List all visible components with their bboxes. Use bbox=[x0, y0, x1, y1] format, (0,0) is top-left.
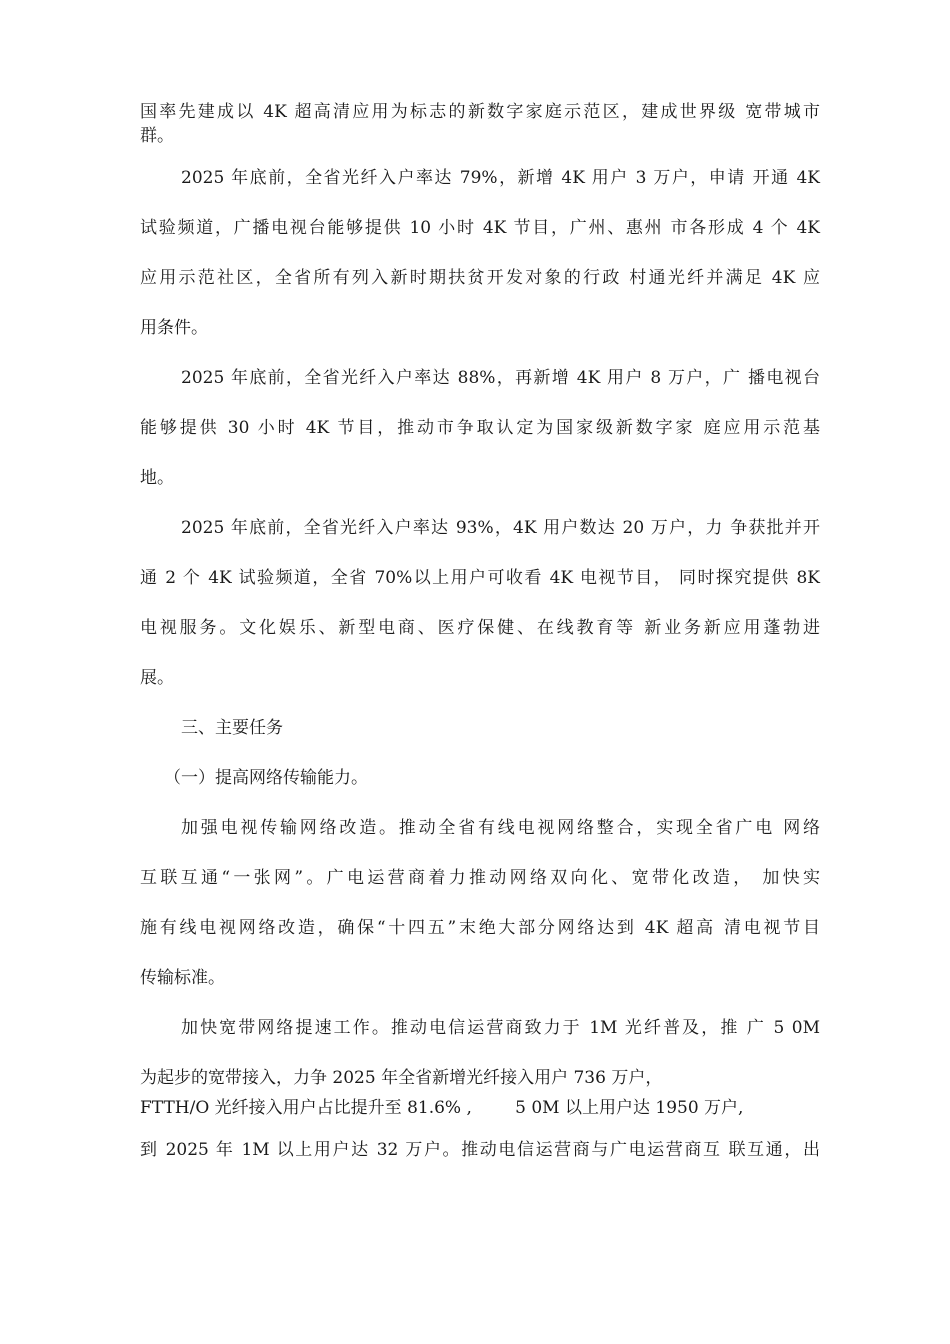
text-line: 地。 bbox=[140, 468, 174, 488]
text-line: 用条件。 bbox=[140, 318, 208, 338]
text-line: 到 2025 年 1M 以上用户达 32 万户。推动电信运营商与广电运营商互 联互通，出 bbox=[140, 1140, 820, 1160]
text-line: 通 2 个 4K 试验频道，全省 70%以上用户可收看 4K 电视节目， 同时探究提供 8K bbox=[140, 568, 820, 588]
text-line: 2025 年底前，全省光纤入户率达 88%，再新增 4K 用户 8 万户，广 播电视台 bbox=[181, 368, 820, 388]
text-line: 电视服务。文化娱乐、新型电商、医疗保健、在线教育等 新业务新应用蓬勃进 bbox=[140, 618, 820, 638]
text-line: 加快宽带网络提速工作。推动电信运营商致力于 1M 光纤普及，推 广 5 0M bbox=[181, 1018, 820, 1038]
section-heading: 三、主要任务 bbox=[181, 718, 283, 738]
text-line: 2025 年底前，全省光纤入户率达 79%，新增 4K 用户 3 万户，申请 开通 4K bbox=[181, 168, 820, 188]
text-line: 展。 bbox=[140, 668, 174, 688]
text-line: FTTH/O 光纤接入用户占比提升至 81.6% , 5 0M 以上用户达 1950 万户, bbox=[140, 1098, 744, 1118]
text-line: 加强电视传输网络改造。推动全省有线电视网络整合，实现全省广电 网络 bbox=[181, 818, 820, 838]
text-line: 为起步的宽带接入，力争 2025 年全省新增光纤接入用户 736 万户， bbox=[140, 1068, 663, 1088]
text-line: 传输标准。 bbox=[140, 968, 225, 988]
text-line: 互联互通“一张网”。广电运营商着力推动网络双向化、宽带化改造， 加快实 bbox=[140, 868, 820, 888]
text-line: 试验频道，广播电视台能够提供 10 小时 4K 节目，广州、惠州 市各形成 4 个 4K bbox=[140, 218, 820, 238]
text-line: 应用示范社区，全省所有列入新时期扶贫开发对象的行政 村通光纤并满足 4K 应 bbox=[140, 268, 820, 288]
text-line: 2025 年底前，全省光纤入户率达 93%，4K 用户数达 20 万户，力 争获批并开 bbox=[181, 518, 820, 538]
text-line: 国率先建成以 4K 超高清应用为标志的新数字家庭示范区，建成世界级 宽带城市 bbox=[140, 102, 820, 122]
text-line: 能够提供 30 小时 4K 节目，推动市争取认定为国家级新数字家 庭应用示范基 bbox=[140, 418, 820, 438]
text-line: 群。 bbox=[140, 126, 174, 146]
text-line: 施有线电视网络改造，确保“十四五”末绝大部分网络达到 4K 超高 清电视节目 bbox=[140, 918, 820, 938]
subsection-heading: （一）提高网络传输能力。 bbox=[164, 768, 368, 788]
